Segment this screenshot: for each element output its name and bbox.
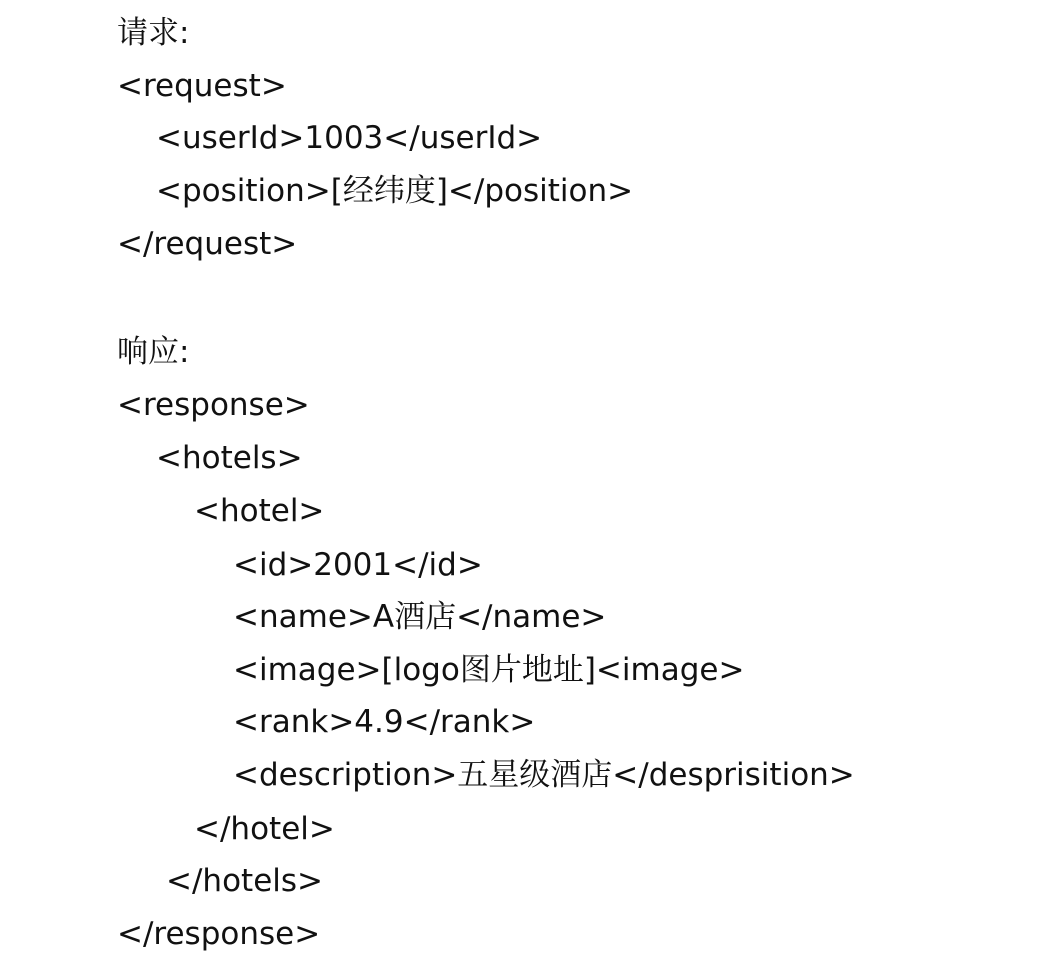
description-line: <description>五星级酒店</desprisition> (233, 757, 855, 793)
hotel-open-tag: <hotel> (194, 493, 325, 529)
response-heading: 响应: (117, 334, 190, 370)
request-open-tag: <request> (117, 68, 287, 104)
id-line: <id>2001</id> (233, 547, 483, 583)
name-line: <name>A酒店</name> (233, 599, 607, 635)
hotel-close-tag: </hotel> (194, 811, 335, 847)
rank-line: <rank>4.9</rank> (233, 704, 536, 740)
hotels-close-tag: </hotels> (166, 863, 323, 899)
response-close-tag: </response> (117, 916, 321, 952)
user-id-line: <userId>1003</userId> (156, 120, 543, 156)
response-open-tag: <response> (117, 387, 310, 423)
hotels-open-tag: <hotels> (156, 440, 303, 476)
request-close-tag: </request> (117, 226, 298, 262)
image-line: <image>[logo图片地址]<image> (233, 652, 745, 688)
request-heading: 请求: (117, 15, 190, 51)
position-line: <position>[经纬度]</position> (156, 173, 634, 209)
